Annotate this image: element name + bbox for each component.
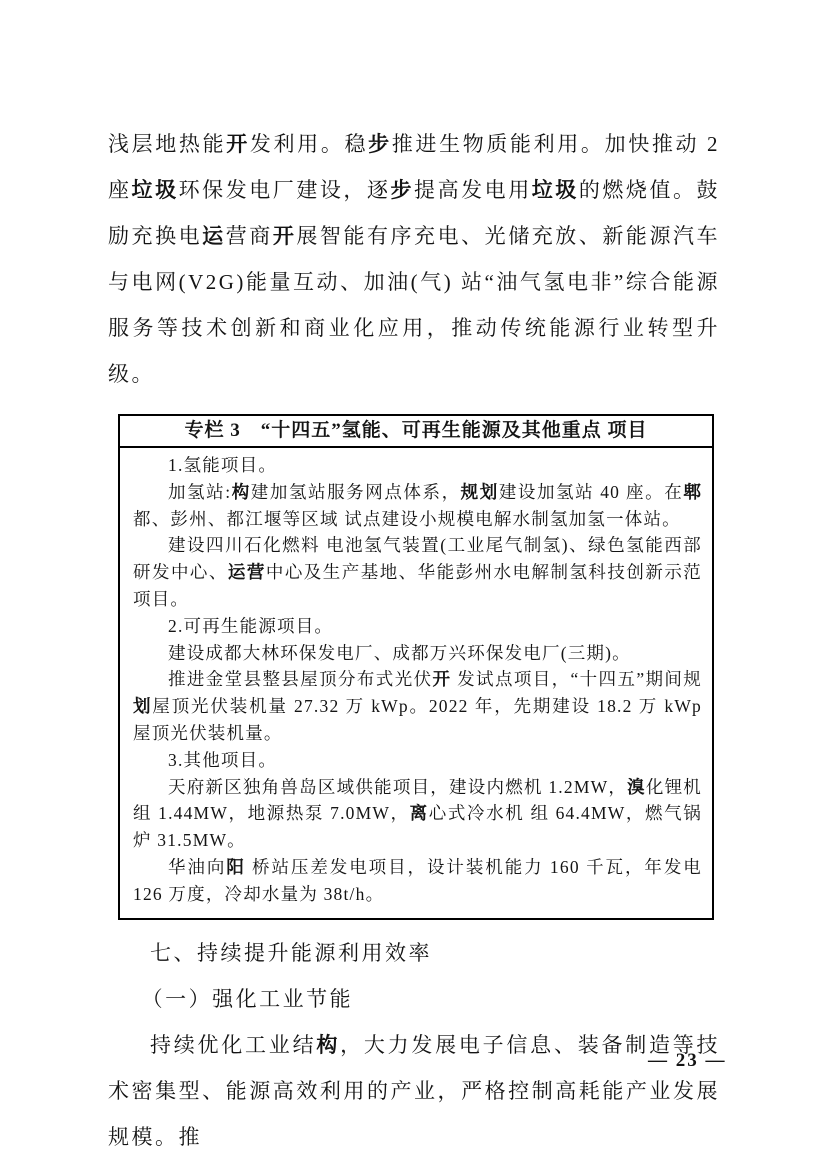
box-paragraph-hydrogen-facilities: 建设四川石化燃料 电池氢气装置(工业尾气制氢)、绿色氢能西部研发中心、运营中心及生产基地、华能彭州水电解制氢科技创新示范项目。 <box>133 535 702 609</box>
project-box <box>118 414 714 920</box>
box-paragraph-hydrogen-stations: 加氢站:构建加氢站服务网点体系，规划建设加氢站 40 座。在郫都、彭州、都江堰等区域 试点建设小规模电解水制氢加氢一体站。 <box>133 481 703 529</box>
box-paragraph-tianfu-energy: 天府新区独角兽岛区域供能项目，建设内燃机 1.2MW，溴化锂机组 1.44MW，地源热泵 7.0MW，离心式冷水机 组 64.4MW，燃气锅炉 31.5MW。 <box>133 776 703 851</box>
box-title: 专栏 3 “十四五”氢能、可再生能源及其他重点 项目 <box>120 416 712 448</box>
box-paragraph-waste-power-plants: 建设成都大林环保发电厂、成都万兴环保发电厂(三期)。 <box>168 642 631 663</box>
page-number: — 23 — <box>648 1050 727 1071</box>
section-heading: 七、持续提升能源利用效率 <box>150 940 432 965</box>
box-body <box>120 448 712 918</box>
page-content <box>108 121 720 1160</box>
box-paragraph-hydrogen-heading: 1.氢能项目。 <box>168 455 278 475</box>
box-paragraph-renewable-heading: 2.可再生能源项目。 <box>168 615 334 636</box>
intro-paragraph: 浅层地热能开发利用。稳步推进生物质能利用。加快推动 2 座垃圾环保发电厂建设，逐步提高发电用垃圾的燃烧值。鼓励充换电运营商开展智能有序充电、光储充放、新能源汽车与电网(V2G)能量互动、加油(气) 站“油气氢电非”综合能源服务等技术创新和商业化应用，推动传统能源行业转型升级。 <box>108 132 721 386</box>
box-paragraph-other-heading: 3.其他项目。 <box>168 749 278 770</box>
box-paragraph-rooftop-pv: 推进金堂县整县屋顶分布式光伏开 发试点项目，“十四五”期间规划屋顶光伏装机量 27.32 万 kWp。2022 年，先期建设 18.2 万 kWp 屋顶光伏装机量。 <box>133 669 703 743</box>
box-paragraph-huayou-station: 华油向阳 桥站压差发电项目，设计装机能力 160 千瓦，年发电 126 万度，冷却水量为 38t/h。 <box>133 856 702 904</box>
body-paragraph: 持续优化工业结构，大力发展电子信息、装备制造等技术密集型、能源高效利用的产业，严格控制高耗能产业发展规模。推 <box>108 1032 721 1149</box>
subsection-heading: （一）强化工业节能 <box>141 986 354 1011</box>
